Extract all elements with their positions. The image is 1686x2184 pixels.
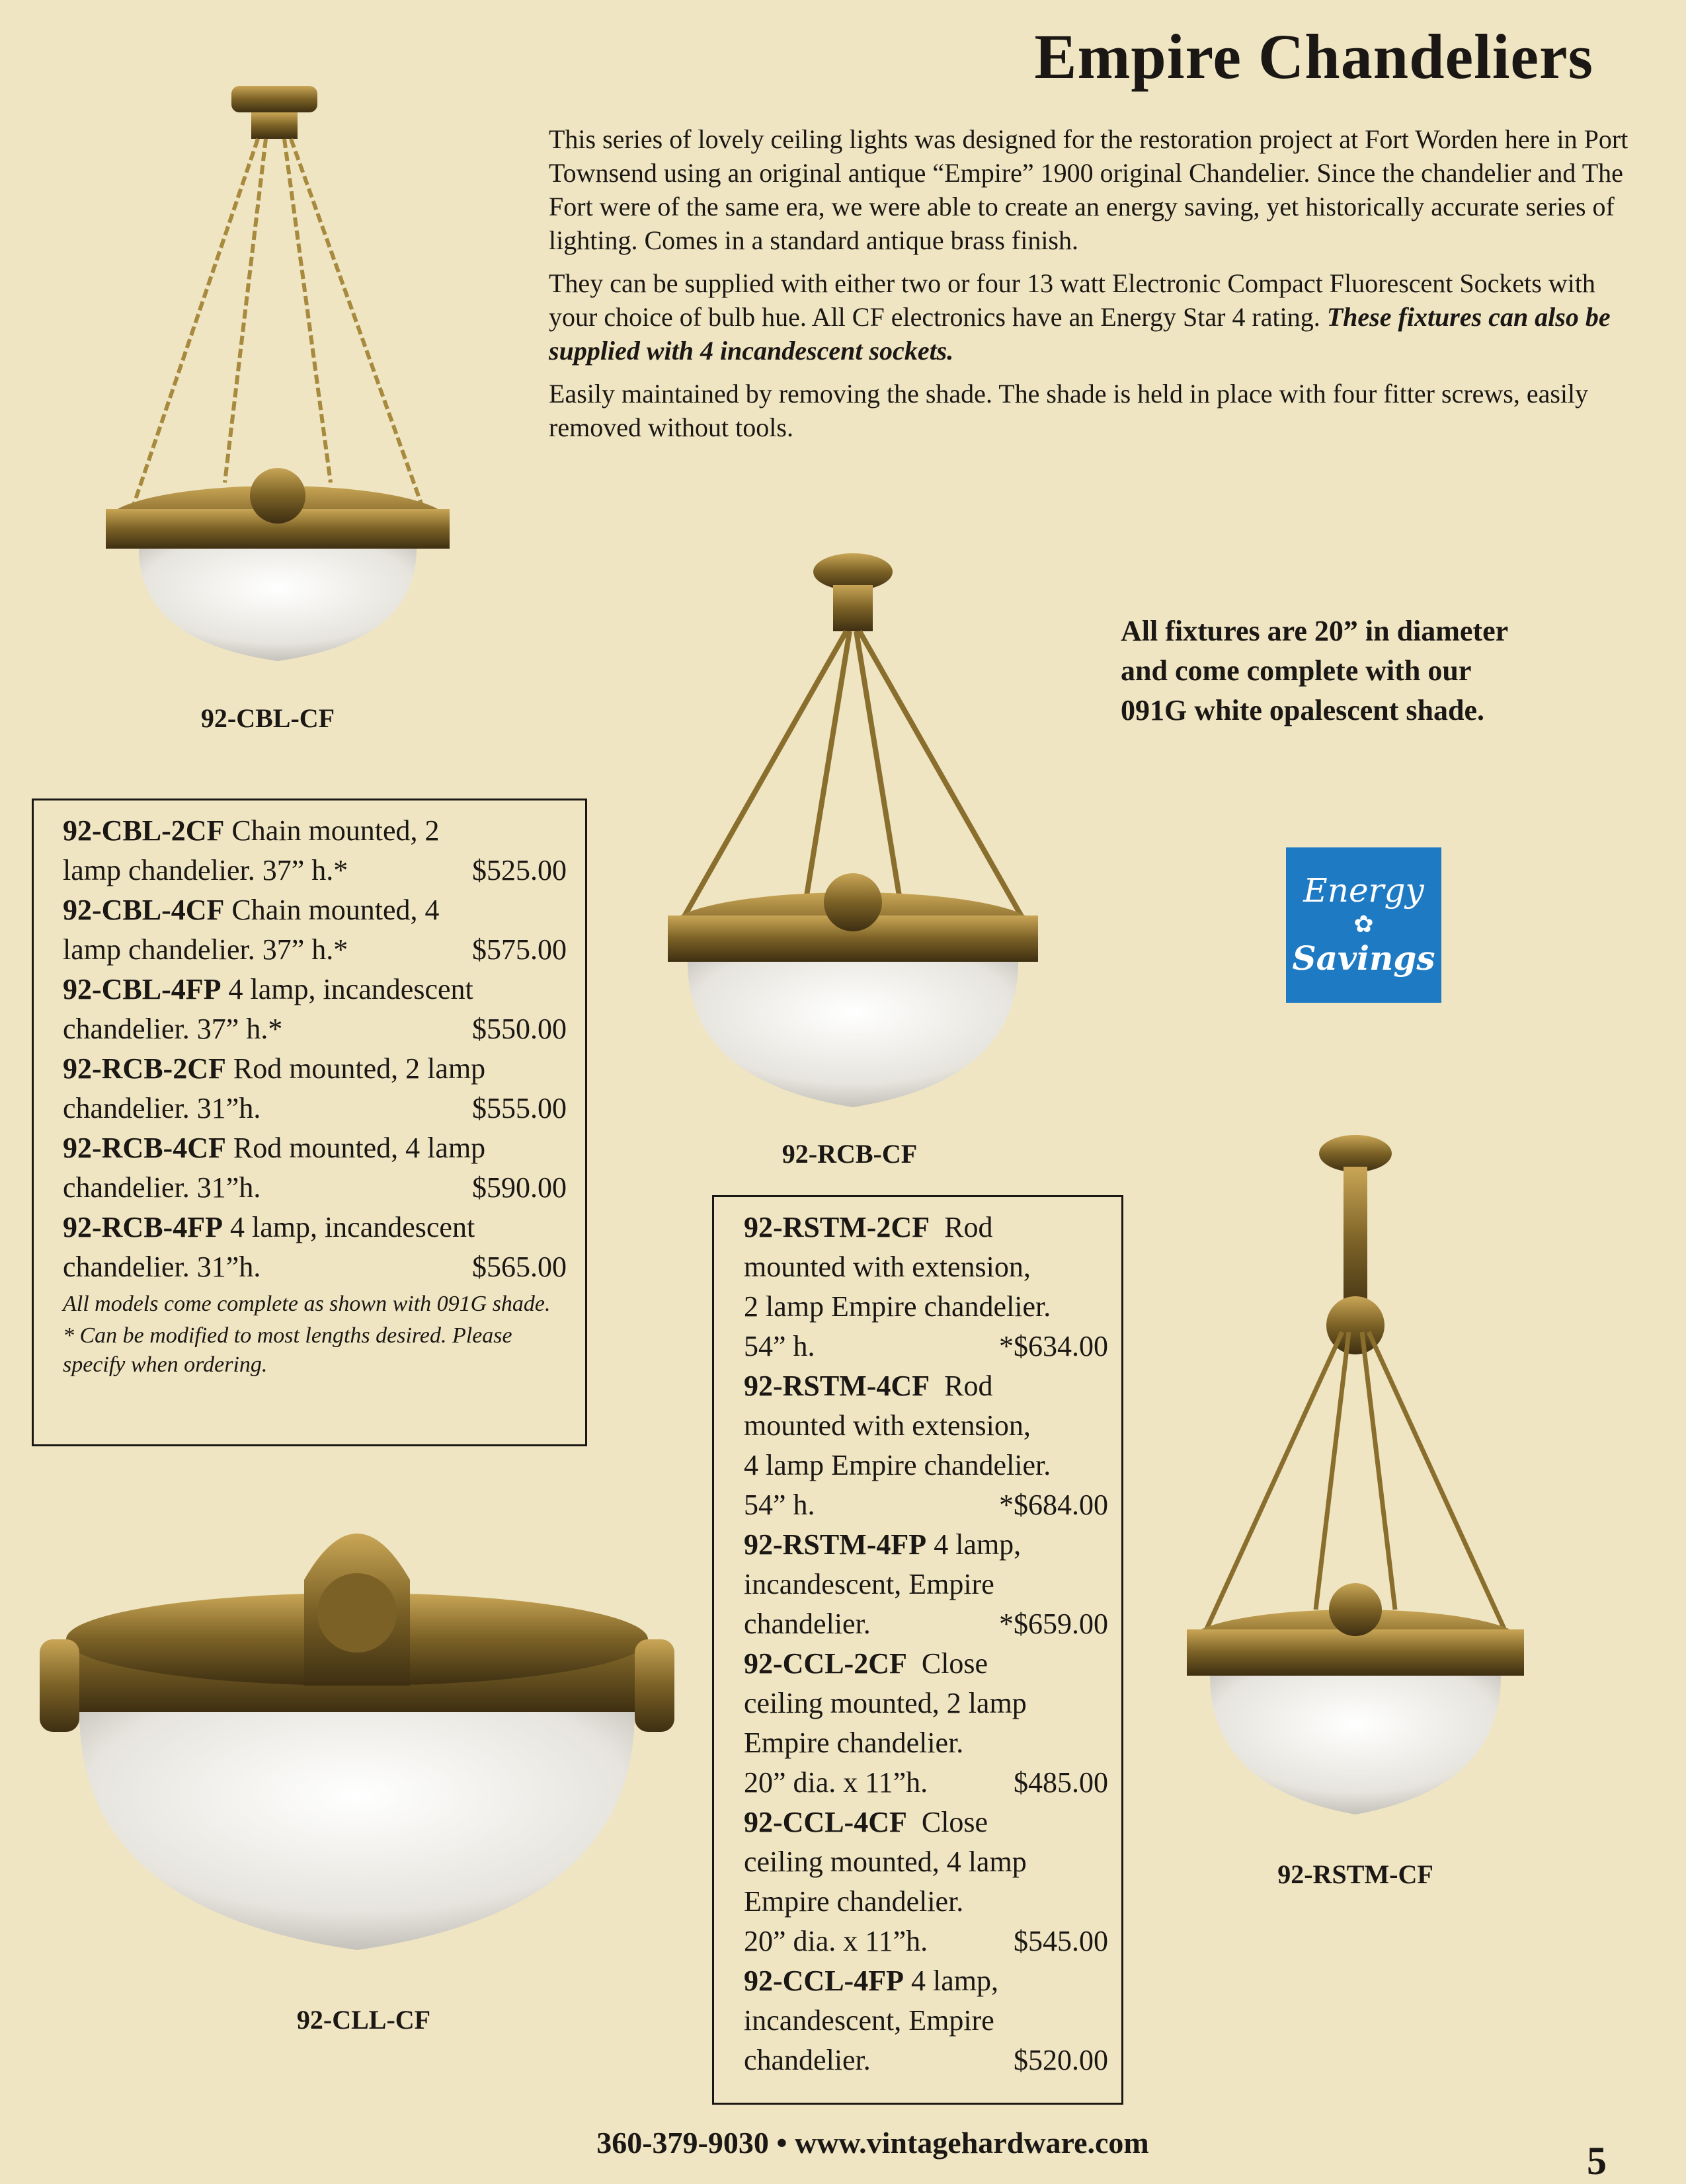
item-description-line: 2 lamp Empire chandelier. — [744, 1290, 1051, 1323]
energy-badge-line-2: Savings — [1292, 939, 1435, 978]
item-description-2: chandelier. 31”h. — [63, 1092, 261, 1124]
item-price: *$659.00 — [999, 1608, 1108, 1640]
price-list-box-1 — [32, 799, 587, 1446]
shade-note: All models come complete as shown with 091G shade. — [63, 1292, 551, 1316]
model-number: 92-CBL-2CF — [63, 814, 225, 847]
model-number: 92-RSTM-4CF — [744, 1370, 930, 1402]
model-number: 92-CCL-4CF — [744, 1806, 907, 1838]
item-price: $590.00 — [472, 1171, 567, 1204]
price-item — [744, 1803, 1108, 1961]
item-size: 20” dia. x 11”h. — [744, 1925, 928, 1957]
model-number: 92-CCL-4FP — [744, 1965, 904, 1997]
item-size: 20” dia. x 11”h. — [744, 1766, 928, 1799]
item-price: *$684.00 — [999, 1489, 1108, 1521]
intro-text — [549, 122, 1633, 453]
energy-badge-line-1: Energy — [1303, 871, 1424, 910]
item-size: 54” h. — [744, 1330, 815, 1362]
price-item — [63, 811, 567, 890]
item-description-line: ceiling mounted, 4 lamp — [744, 1846, 1027, 1878]
price-item — [744, 1525, 1108, 1644]
model-number: 92-RSTM-2CF — [744, 1211, 930, 1243]
item-description: 4 lamp, — [934, 1528, 1022, 1561]
page-footer — [476, 2125, 1269, 2160]
item-description-line: mounted with extension, — [744, 1251, 1031, 1283]
item-size: chandelier. — [744, 1608, 871, 1640]
diameter-note-line-1: All fixtures are 20” in diameter — [1121, 615, 1509, 647]
item-size: chandelier. — [744, 2044, 871, 2076]
item-size: 54” h. — [744, 1489, 815, 1521]
price-item — [63, 970, 567, 1049]
item-description: Close — [921, 1806, 988, 1838]
item-description: 4 lamp, — [910, 1965, 998, 1997]
item-description: 4 lamp, incandescent — [229, 1211, 475, 1243]
item-description-2: chandelier. 31”h. — [63, 1171, 261, 1204]
intro-paragraph-2-text: They can be supplied with either two or four 13 watt Electronic Compact Fluorescent Sockets with your choice of bulb hue. All CF electronics have an Energy Star 4 rating. — [549, 268, 1595, 332]
item-description: Chain mounted, 4 — [231, 894, 440, 926]
item-price: $555.00 — [472, 1092, 567, 1124]
caption-92-rcb-cf: 92-RCB-CF — [782, 1139, 918, 1169]
model-number: 92-CBL-4CF — [63, 894, 225, 926]
item-description: Close — [921, 1647, 988, 1680]
model-number: 92-CBL-4FP — [63, 973, 221, 1005]
item-description-2: chandelier. 31”h. — [63, 1251, 261, 1283]
item-description-line: ceiling mounted, 2 lamp — [744, 1687, 1027, 1719]
page-title: Empire Chandeliers — [1034, 21, 1593, 92]
flower-icon: ✿ — [1353, 911, 1374, 938]
item-description-line: 4 lamp Empire chandelier. — [744, 1449, 1051, 1481]
item-description: 4 lamp, incandescent — [228, 973, 473, 1005]
website-link[interactable]: www.vintagehardware.com — [794, 2126, 1149, 2160]
model-number: 92-RSTM-4FP — [744, 1528, 927, 1561]
extension-rod-chandelier-image — [1170, 1134, 1541, 1834]
item-price: $525.00 — [472, 854, 567, 886]
footer-separator: • — [776, 2126, 787, 2160]
item-description-line: Empire chandelier. — [744, 1727, 964, 1759]
intro-paragraph-1: This series of lovely ceiling lights was designed for the restoration project at Fort Worden here in Port Townsend using an original antique “Empire” 1900 original Chandelier. Since the chandelier and The Fort were of the same era, we were able to create an energy saving, yet historically accurate series of lighting. Comes in a standard antique brass finish. — [549, 124, 1628, 255]
item-description: Rod — [944, 1211, 993, 1243]
item-description-line: incandescent, Empire — [744, 1568, 994, 1600]
price-item — [63, 890, 567, 970]
model-number: 92-RCB-4FP — [63, 1211, 223, 1243]
length-note: * Can be modified to most lengths desired. Please specify when ordering. — [63, 1323, 512, 1377]
item-description-2: lamp chandelier. 37” h.* — [63, 933, 348, 966]
item-price: *$634.00 — [999, 1330, 1108, 1362]
item-price: $565.00 — [472, 1251, 567, 1283]
intro-paragraph-2-emphasis: These fixtures can also be supplied with 4 incandescent sockets. — [549, 302, 1611, 366]
item-price: $575.00 — [472, 933, 567, 966]
item-description: Chain mounted, 2 — [231, 814, 440, 847]
price-item — [63, 1208, 567, 1287]
item-description-line: mounted with extension, — [744, 1409, 1031, 1442]
caption-92-rstm-cf: 92-RSTM-CF — [1277, 1859, 1433, 1889]
price-item — [744, 1208, 1108, 1366]
price-item — [744, 1644, 1108, 1803]
price-item — [744, 1366, 1108, 1525]
phone-number: 360-379-9030 — [596, 2126, 769, 2160]
item-description-line: incandescent, Empire — [744, 2004, 994, 2037]
item-description: Rod — [944, 1370, 993, 1402]
model-number: 92-RCB-2CF — [63, 1052, 226, 1085]
rod-chandelier-image — [655, 552, 1051, 1134]
item-description: Rod mounted, 4 lamp — [233, 1132, 486, 1164]
diameter-note-line-2: and come complete with our — [1121, 654, 1472, 687]
energy-savings-badge — [1286, 847, 1441, 1003]
price-item — [63, 1128, 567, 1208]
chain-chandelier-image — [93, 73, 463, 681]
item-price: $550.00 — [472, 1013, 567, 1045]
intro-paragraph-2 — [549, 266, 1633, 368]
item-price: $545.00 — [1014, 1925, 1108, 1957]
model-number: 92-RCB-4CF — [63, 1132, 226, 1164]
item-price: $485.00 — [1014, 1766, 1108, 1799]
diameter-note-line-3: 091G white opalescent shade. — [1121, 694, 1484, 726]
page-number: 5 — [1587, 2139, 1607, 2183]
item-price: $520.00 — [1014, 2044, 1108, 2076]
price-item — [63, 1049, 567, 1128]
item-description-2: chandelier. 37” h.* — [63, 1013, 283, 1045]
item-description: Rod mounted, 2 lamp — [233, 1052, 486, 1085]
diameter-note — [1121, 611, 1623, 730]
item-description-line: Empire chandelier. — [744, 1885, 964, 1918]
price-item — [744, 1961, 1108, 2080]
model-number: 92-CCL-2CF — [744, 1647, 907, 1680]
close-ceiling-chandelier-image — [26, 1487, 688, 1983]
price-list-box-2 — [712, 1195, 1123, 2105]
item-description-2: lamp chandelier. 37” h.* — [63, 854, 348, 886]
intro-paragraph-3: Easily maintained by removing the shade. The shade is held in place with four fitter screws, easily removed without tools. — [549, 379, 1589, 442]
caption-92-cbl-cf: 92-CBL-CF — [200, 703, 335, 733]
caption-92-cll-cf: 92-CLL-CF — [296, 2005, 431, 2035]
